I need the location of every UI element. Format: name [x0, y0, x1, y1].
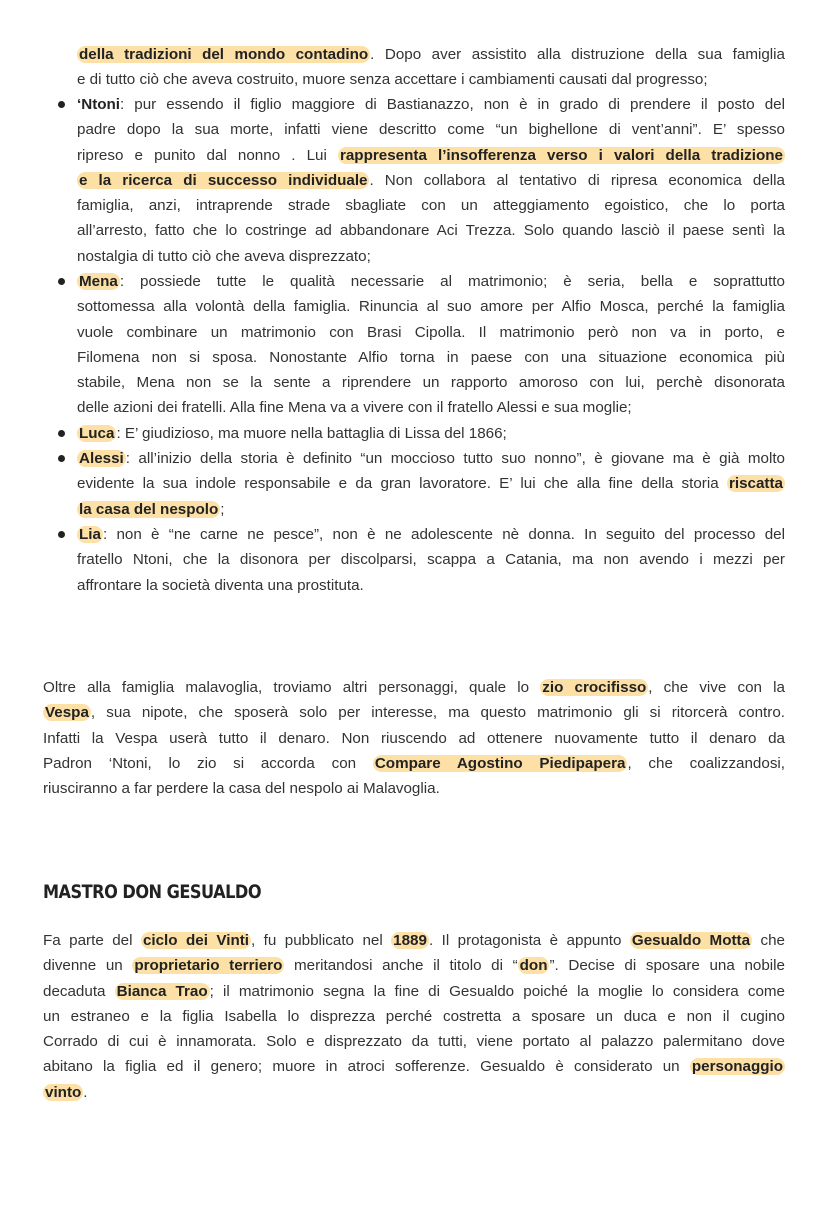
- text-line: [77, 573, 785, 598]
- character-alessi: [77, 446, 785, 522]
- text-line: [77, 294, 785, 319]
- text-line: [77, 218, 785, 243]
- text-run: ripreso e punito dal nonno . Lui: [77, 146, 338, 164]
- text-line: [43, 700, 785, 725]
- section-paragraph: [43, 928, 785, 1105]
- highlighted-term: vinto: [45, 1083, 82, 1101]
- text-run: Oltre alla famiglia malavoglia, troviamo altri personaggi, quale lo: [43, 679, 541, 696]
- text-run: all’arresto, fatto che lo costringe ad abbandonare Aci Trezza. Solo quando lasciò il paese sentì la: [77, 222, 785, 240]
- text-line: [77, 446, 785, 471]
- highlighted-term: zio crocifisso: [542, 679, 647, 696]
- text-line: [43, 953, 785, 978]
- character-mena: [77, 269, 785, 421]
- text-run: sottomessa alla volontà della famiglia. Rinuncia al suo amore per Alfio Mosca, perché la famiglia: [77, 298, 785, 316]
- text-line: [77, 421, 785, 446]
- text-run: decaduta: [43, 982, 115, 1000]
- text-line: [77, 42, 785, 67]
- highlighted-term: don: [519, 957, 548, 975]
- text-run: nostalgia di tutto ciò che aveva disprezzato;: [77, 247, 371, 265]
- text-line: [77, 395, 785, 420]
- bullet-alessi: [58, 455, 65, 462]
- character-lia: [77, 522, 785, 598]
- text-line: [77, 143, 785, 168]
- text-run: ”. Decise di sposare una nobile: [549, 957, 785, 975]
- highlighted-term: Gesualdo Motta: [631, 932, 751, 949]
- text-line: [43, 1080, 785, 1105]
- bold-term: ‘Ntoni: [77, 96, 121, 113]
- text-line: [77, 370, 785, 395]
- text-run: Filomena non si sposa. Nonostante Alfio torna in paese con una situazione economica più: [77, 348, 785, 366]
- text-run: Padron ‘Ntoni, lo zio si accorda con: [43, 754, 373, 772]
- highlighted-term: Luca: [79, 425, 115, 442]
- list-continuation: [77, 42, 785, 93]
- text-run: : possiede tutte le qualità necessarie al matrimonio; è seria, bella e soprattutto: [119, 273, 785, 290]
- highlighted-term: proprietario terriero: [134, 957, 283, 975]
- text-line: [43, 776, 785, 801]
- text-run: delle azioni dei fratelli. Alla fine Mena va a vivere con il fratello Alessi e sua moglie;: [77, 399, 632, 417]
- text-line: [43, 1004, 785, 1029]
- bullet-luca: [58, 430, 65, 437]
- text-run: . Non collabora al tentativo di ripresa economica della: [369, 171, 785, 189]
- text-run: : E’ giudizioso, ma muore nella battaglia di Lissa del 1866;: [116, 425, 507, 442]
- highlighted-term: personaggio: [691, 1058, 783, 1076]
- text-line: [43, 979, 785, 1004]
- text-run: un estraneo e la figlia Isabella lo disprezza perché costretta a sposare un duca e non il cugino: [43, 1007, 785, 1025]
- section-title: MASTRO DON GESUALDO: [43, 881, 262, 903]
- text-line: [77, 67, 785, 92]
- text-line: [77, 497, 785, 522]
- bullet-mena: [58, 278, 65, 285]
- highlighted-term: Compare Agostino Piedipapera: [374, 754, 626, 772]
- text-line: [43, 928, 785, 953]
- text-run: fratello Ntoni, che la disonora per discolparsi, scappa a Catania, ma non avendo i mezzi per: [77, 551, 785, 569]
- text-line: [43, 675, 785, 700]
- text-run: , sua nipote, che sposerà solo per interesse, ma questo matrimonio gli si ritorcerà contro.: [90, 704, 785, 722]
- text-line: [43, 751, 785, 776]
- highlighted-term: e la ricerca di successo individuale: [79, 171, 368, 189]
- text-run: : pur essendo il figlio maggiore di Bastianazzo, non è in grado di prendere il posto del: [120, 96, 785, 113]
- highlighted-term: rappresenta l’insofferenza verso i valori della tradizione: [339, 146, 783, 164]
- text-run: meritandosi anche il titolo di “: [284, 957, 518, 975]
- text-line: [77, 345, 785, 370]
- bullet-ntoni: [58, 101, 65, 108]
- highlighted-term: Lia: [79, 526, 101, 543]
- text-line: [77, 269, 785, 294]
- highlighted-term: della tradizioni del mondo contadino: [79, 46, 369, 63]
- text-run: affrontare la società diventa una prostituta.: [77, 576, 364, 594]
- highlighted-term: Alessi: [79, 450, 124, 467]
- text-run: stabile, Mena non se la sente a riprendere un rapporto amoroso con lui, perchè disonorata: [77, 374, 785, 392]
- text-line: [43, 726, 785, 751]
- highlighted-term: 1889: [393, 932, 427, 949]
- text-line: [77, 168, 785, 193]
- highlighted-term: riscatta: [728, 475, 783, 493]
- text-run: Infatti la Vespa userà tutto il denaro. Non riuscendo ad ottenere nuovamente tutto il denaro da: [43, 729, 785, 747]
- text-line: [77, 320, 785, 345]
- highlighted-term: Mena: [79, 273, 118, 290]
- text-run: ; il matrimonio segna la fine di Gesualdo poiché la moglie lo considera come: [209, 982, 785, 1000]
- text-run: abitano la figlia ed il genero; muore in atroci sofferenze. Gesualdo è considerato un: [43, 1058, 690, 1076]
- text-line: [77, 193, 785, 218]
- highlighted-term: ciclo dei Vinti: [142, 932, 249, 949]
- text-run: , che vive con la: [648, 679, 785, 696]
- text-line: [77, 117, 785, 142]
- character-luca: [77, 421, 785, 446]
- text-run: .: [83, 1083, 88, 1101]
- text-run: , che coalizzandosi,: [627, 754, 786, 772]
- text-line: [77, 244, 785, 269]
- character-ntoni: [77, 92, 785, 269]
- text-run: padre dopo la sua morte, infatti viene descritto come “un bighellone di vent’anni”. E’ spesso: [77, 121, 785, 139]
- text-run: vuole combinare un matrimonio con Brasi Cipolla. Il matrimonio però non va in porto, e: [77, 323, 785, 341]
- text-line: [43, 1029, 785, 1054]
- other-characters-paragraph: [43, 675, 785, 801]
- text-run: . Dopo aver assistito alla distruzione della sua famiglia: [370, 46, 785, 63]
- text-run: Corrado di cui è innamorata. Solo e disprezzato da tutti, viene portato al palazzo palermitano dove: [43, 1033, 785, 1051]
- text-run: che: [752, 932, 785, 949]
- text-run: famiglia, anzi, intraprende strade sbagliate con un atteggiamento egoistico, che lo porta: [77, 197, 785, 215]
- text-line: [77, 471, 785, 496]
- text-line: [43, 1054, 785, 1079]
- text-run: . Il protagonista è appunto: [428, 932, 630, 949]
- text-line: [77, 522, 785, 547]
- highlighted-term: la casa del nespolo: [79, 500, 219, 518]
- highlighted-term: Vespa: [45, 704, 89, 722]
- text-run: e di tutto ciò che aveva costruito, muore senza accettare i cambiamenti causati dal progresso;: [77, 71, 708, 89]
- text-run: ;: [220, 500, 225, 518]
- bullet-lia: [58, 531, 65, 538]
- text-line: [77, 547, 785, 572]
- text-run: , fu pubblicato nel: [251, 932, 392, 949]
- text-run: : non è “ne carne ne pesce”, non è ne adolescente nè donna. In seguito del processo del: [102, 526, 785, 543]
- text-run: evidente la sua indole responsabile e da gran lavoratore. E’ lui che alla fine della storia: [77, 475, 727, 493]
- text-run: divenne un: [43, 957, 133, 975]
- text-run: : all’inizio della storia è definito “un moccioso tutto suo nonno”, è giovane ma è già molto: [125, 450, 785, 467]
- text-run: Fa parte del: [43, 932, 141, 949]
- text-line: [77, 92, 785, 117]
- highlighted-term: Bianca Trao: [116, 982, 208, 1000]
- text-run: riusciranno a far perdere la casa del nespolo ai Malavoglia.: [43, 780, 440, 798]
